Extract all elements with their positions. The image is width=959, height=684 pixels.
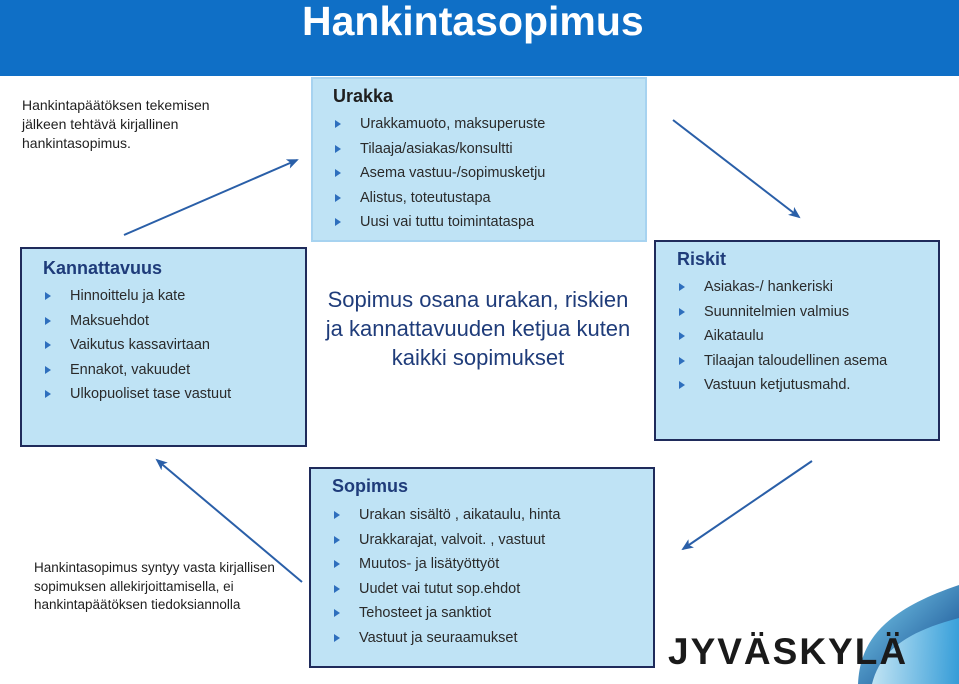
center-statement: Sopimus osana urakan, riskien ja kannattavuuden ketjua kuten kaikki sopimukset <box>325 287 631 370</box>
list-item: Tehosteet ja sanktiot <box>332 601 561 626</box>
list-item: Vaikutus kassavirtaan <box>43 333 231 358</box>
arrow-urakka-to-riskit <box>673 120 799 217</box>
urakka-heading: Urakka <box>333 86 394 106</box>
list-item: Uudet vai tutut sop.ehdot <box>332 577 561 602</box>
list-item: Urakan sisältö , aikataulu, hinta <box>332 503 561 528</box>
page-title: Hankintasopimus <box>302 0 644 44</box>
list-item: Alistus, toteutustapa <box>333 186 545 211</box>
riskit-heading: Riskit <box>677 249 727 269</box>
list-item: Aikataulu <box>677 324 887 349</box>
list-item: Suunnitelmien valmius <box>677 300 887 325</box>
list-item: Maksuehdot <box>43 309 231 334</box>
list-item: Ulkopuoliset tase vastuut <box>43 382 231 407</box>
list-item: Urakkamuoto, maksuperuste <box>333 112 545 137</box>
list-item: Vastuut ja seuraamukset <box>332 626 561 651</box>
arrow-sopimus-to-kannattavuus <box>157 460 302 582</box>
list-item: Hinnoittelu ja kate <box>43 284 231 309</box>
arrow-kannattavuus-to-urakka <box>124 160 297 235</box>
list-item: Uusi vai tuttu toimintataspa <box>333 210 545 235</box>
bottom-note: Hankintasopimus syntyy vasta kirjallisen sopimuksen allekirjoittamisella, ei hankintapäätöksen tiedoksiannolla <box>34 560 275 612</box>
list-item: Asiakas-/ hankeriski <box>677 275 887 300</box>
arrow-riskit-to-sopimus <box>683 461 812 549</box>
list-item: Asema vastuu-/sopimusketju <box>333 161 545 186</box>
list-item: Ennakot, vakuudet <box>43 358 231 383</box>
list-item: Tilaaja/asiakas/konsultti <box>333 137 545 162</box>
list-item: Vastuun ketjutusmahd. <box>677 373 887 398</box>
kannattavuus-heading: Kannattavuus <box>43 258 163 278</box>
intro-note: Hankintapäätöksen tekemisen jälkeen tehtävä kirjallinen hankintasopimus. <box>22 97 210 151</box>
list-item: Muutos- ja lisätyöttyöt <box>332 552 561 577</box>
jyvaskyla-logo: JYVÄSKYLÄ <box>668 631 909 672</box>
list-item: Tilaajan taloudellinen asema <box>677 349 887 374</box>
sopimus-heading: Sopimus <box>332 476 409 496</box>
list-item: Urakkarajat, valvoit. , vastuut <box>332 528 561 553</box>
